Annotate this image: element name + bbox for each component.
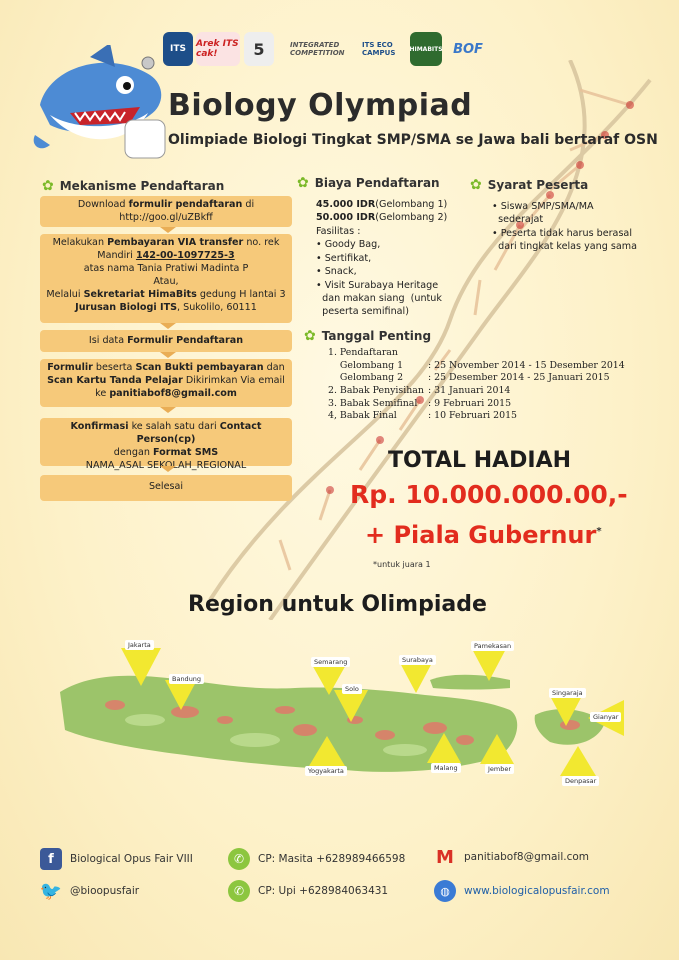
tanggal-label: 3. Babak Semifinal — [328, 397, 418, 409]
city-label: Malang — [431, 763, 461, 773]
city-label: Jember — [485, 764, 514, 774]
twitter-icon: 🐦 — [39, 880, 63, 902]
clover-icon: ✿ — [470, 177, 482, 193]
step5-l1-bold: Konfirmasi — [70, 421, 129, 432]
facebook-contact[interactable] — [40, 848, 193, 870]
city-label: Yogyakarta — [305, 766, 347, 776]
step-send-email — [40, 359, 292, 407]
phone-contact-2[interactable] — [228, 880, 388, 902]
clover-icon: ✿ — [297, 175, 309, 191]
fee1-label: (Gelombang 1) — [375, 199, 448, 210]
fasilitas-item: dan makan siang (untuk — [316, 292, 442, 304]
its-eco-campus-logo: ITS ECO CAMPUS — [362, 41, 396, 57]
fasilitas-item: • Sertifikat, — [316, 252, 372, 264]
himabits-logo: HIMABITS — [410, 32, 442, 66]
fee-gelombang-2 — [316, 211, 476, 224]
email-label: panitiabof8@gmail.com — [464, 851, 590, 863]
fasilitas-label: Fasilitas : — [316, 225, 361, 237]
tanggal-row — [328, 347, 658, 360]
arrow-down-icon — [160, 466, 176, 472]
tanggal-heading — [304, 328, 431, 344]
page-subtitle: Olimpiade Biologi Tingkat SMP/SMA se Jawa bali bertaraf OSN — [168, 132, 658, 148]
fee-gelombang-1 — [316, 198, 476, 211]
syarat-item: dari tingkat kelas yang sama — [492, 241, 637, 253]
bof-logo: BOF — [453, 41, 483, 57]
step5-l1-bold2: Contact Person(cp) — [136, 421, 262, 445]
twitter-label: @bioopusfair — [70, 885, 140, 897]
tanggal-value: : 31 Januari 2014 — [428, 385, 511, 397]
fasilitas-item: • Visit Surabaya Heritage — [316, 279, 439, 291]
tanggal-row — [328, 372, 658, 385]
fee1-price: 45.000 IDR — [316, 199, 376, 210]
fasilitas-item: • Goody Bag, — [316, 239, 381, 251]
arrow-down-icon — [160, 352, 176, 358]
region-heading: Region untuk Olimpiade — [188, 592, 487, 617]
tanggal-row — [328, 410, 658, 423]
step2-l1-post: no. rek — [243, 237, 280, 248]
arek-its-cak-logo: Arek ITS cak! — [196, 32, 240, 66]
step2-l5-post: gedung H lantai 3 — [196, 288, 286, 300]
step2-l1-pre: Melakukan — [52, 237, 108, 248]
fasilitas-item: peserta semifinal) — [316, 306, 409, 318]
city-label: Pamekasan — [471, 641, 514, 651]
clover-icon: ✿ — [304, 328, 316, 344]
form-download-link[interactable]: http://goo.gl/uZBkff — [119, 211, 213, 223]
phone-contact-1[interactable] — [228, 848, 405, 870]
fasilitas-item: • Snack, — [316, 266, 357, 278]
step2-l1-bold: Pembayaran VIA transfer — [107, 237, 244, 248]
prize-footnote: *untuk juara 1 — [373, 560, 431, 569]
syarat-heading-label: Syarat Peserta — [487, 178, 589, 192]
step4-l1-bold2: Scan Bukti pembayaran — [135, 362, 264, 373]
total-prize-heading: TOTAL HADIAH — [388, 448, 572, 473]
tanggal-heading-label: Tanggal Penting — [321, 329, 432, 343]
tanggal-value: : 9 Februari 2015 — [428, 397, 512, 409]
anniversary-logo: 5 — [244, 32, 274, 66]
step4-l1-mid: beserta — [92, 362, 136, 373]
tanggal-table — [328, 347, 658, 423]
step3-bold: Formulir Pendaftaran — [127, 335, 244, 346]
step-fill-form — [40, 330, 292, 352]
registration-email-link[interactable]: panitiabof8@gmail.com — [109, 387, 237, 399]
step2-l2-pre: Mandiri — [97, 249, 136, 261]
mekanisme-heading — [42, 178, 224, 194]
its-crest-logo: ITS — [163, 32, 193, 66]
tanggal-label: Gelombang 1 — [328, 359, 404, 371]
city-label: Semarang — [311, 657, 350, 667]
step2-l6-post: , Sukolilo, 60111 — [177, 301, 257, 313]
city-label: Bandung — [169, 674, 204, 684]
syarat-item: • Siswa SMP/SMA/MA — [492, 201, 594, 212]
step2-l6-bold: Jurusan Biologi ITS — [75, 301, 178, 313]
step3-pre: Isi data — [88, 335, 128, 346]
step-download-form — [40, 196, 292, 227]
total-prize-amount: Rp. 10.000.000.00,- — [350, 480, 628, 509]
city-label: Surabaya — [399, 655, 436, 665]
twitter-contact[interactable] — [40, 880, 139, 902]
step4-l2-post: Dikirimkan Via email — [182, 374, 285, 386]
phone-icon: ✆ — [228, 848, 250, 870]
biaya-heading — [297, 175, 440, 191]
arrow-down-icon — [160, 323, 176, 329]
fee2-label: (Gelombang 2) — [375, 212, 448, 224]
facebook-icon: f — [40, 848, 62, 870]
city-label: Denpasar — [562, 776, 599, 786]
step4-l1-bold: Formulir — [47, 362, 93, 373]
tanggal-row — [328, 398, 658, 411]
account-number: 142-00-1097725-3 — [135, 249, 235, 261]
phone-icon: ✆ — [228, 880, 250, 902]
step4-l2-bold: Scan Kartu Tanda Pelajar — [47, 374, 183, 386]
step5-l2-pre: dengan — [113, 446, 153, 458]
step1-pre: Download — [77, 199, 129, 210]
account-holder: atas nama Tania Pratiwi Madinta P — [83, 262, 249, 274]
facebook-label: Biological Opus Fair VIII — [70, 853, 193, 865]
tanggal-value: : 25 November 2014 - 15 Desember 2014 — [428, 359, 625, 371]
integrated-competition-logo: INTEGRATED COMPETITION — [290, 41, 345, 57]
mekanisme-heading-label: Mekanisme Pendaftaran — [59, 179, 225, 193]
clover-icon: ✿ — [42, 178, 54, 194]
trophy-label: + Piala Gubernur — [365, 521, 597, 549]
fee2-price: 50.000 IDR — [316, 212, 376, 224]
step1-post: di — [242, 199, 255, 210]
step-payment — [40, 234, 292, 323]
syarat-list — [492, 200, 662, 254]
tanggal-value: : 25 Desember 2014 - 25 Januari 2015 — [428, 372, 610, 384]
step4-l1-post: dan — [263, 362, 285, 373]
arrow-down-icon — [160, 227, 176, 233]
step2-l5-pre: Melalui — [46, 288, 84, 300]
syarat-item: sederajat — [492, 214, 544, 226]
sms-format: NAMA_ASAL SEKOLAH_REGIONAL — [85, 459, 247, 471]
globe-icon: ◍ — [434, 880, 456, 902]
tanggal-label: 4, Babak Final — [328, 410, 397, 422]
step5-l2-bold: Format SMS — [152, 446, 219, 458]
arrow-down-icon — [160, 407, 176, 413]
email-contact[interactable] — [434, 846, 589, 868]
step1-bold: formulir pendaftaran — [128, 199, 243, 210]
step5-l1-mid: ke salah satu dari — [128, 421, 220, 432]
tanggal-label: Gelombang 2 — [328, 372, 404, 384]
step6-label: Selesai — [148, 481, 184, 492]
biaya-heading-label: Biaya Pendaftaran — [314, 176, 440, 190]
city-label: Gianyar — [590, 712, 621, 722]
shark-mascot-image — [30, 45, 170, 160]
tanggal-label: 2. Babak Penyisihan — [328, 385, 424, 397]
trophy-prize — [365, 521, 602, 549]
cp1-label: CP: Masita +628989466598 — [258, 853, 406, 865]
tanggal-value: : 10 Februari 2015 — [428, 410, 518, 422]
cp2-label: CP: Upi +628984063431 — [258, 885, 389, 897]
page-title: Biology Olympiad — [168, 88, 473, 123]
footnote-star: * — [596, 526, 602, 537]
tanggal-label: 1. Pendaftaran — [328, 347, 398, 358]
biaya-details — [316, 198, 476, 319]
tanggal-row — [328, 360, 658, 373]
website-link[interactable] — [434, 880, 610, 902]
gmail-icon: M — [436, 846, 454, 868]
step2-l5-bold: Sekretariat HimaBits — [83, 288, 197, 300]
city-label: Solo — [342, 684, 362, 694]
syarat-heading — [470, 177, 588, 193]
step2-or: Atau, — [153, 275, 179, 287]
city-label: Singaraja — [549, 688, 586, 698]
step4-l3-pre: ke — [95, 387, 110, 399]
tanggal-row — [328, 385, 658, 398]
step-confirm-sms — [40, 418, 292, 471]
syarat-item: • Peserta tidak harus berasal — [492, 227, 632, 239]
website-label: www.biologicalopusfair.com — [464, 885, 610, 897]
step-done — [40, 475, 292, 501]
city-label: Jakarta — [125, 640, 154, 650]
